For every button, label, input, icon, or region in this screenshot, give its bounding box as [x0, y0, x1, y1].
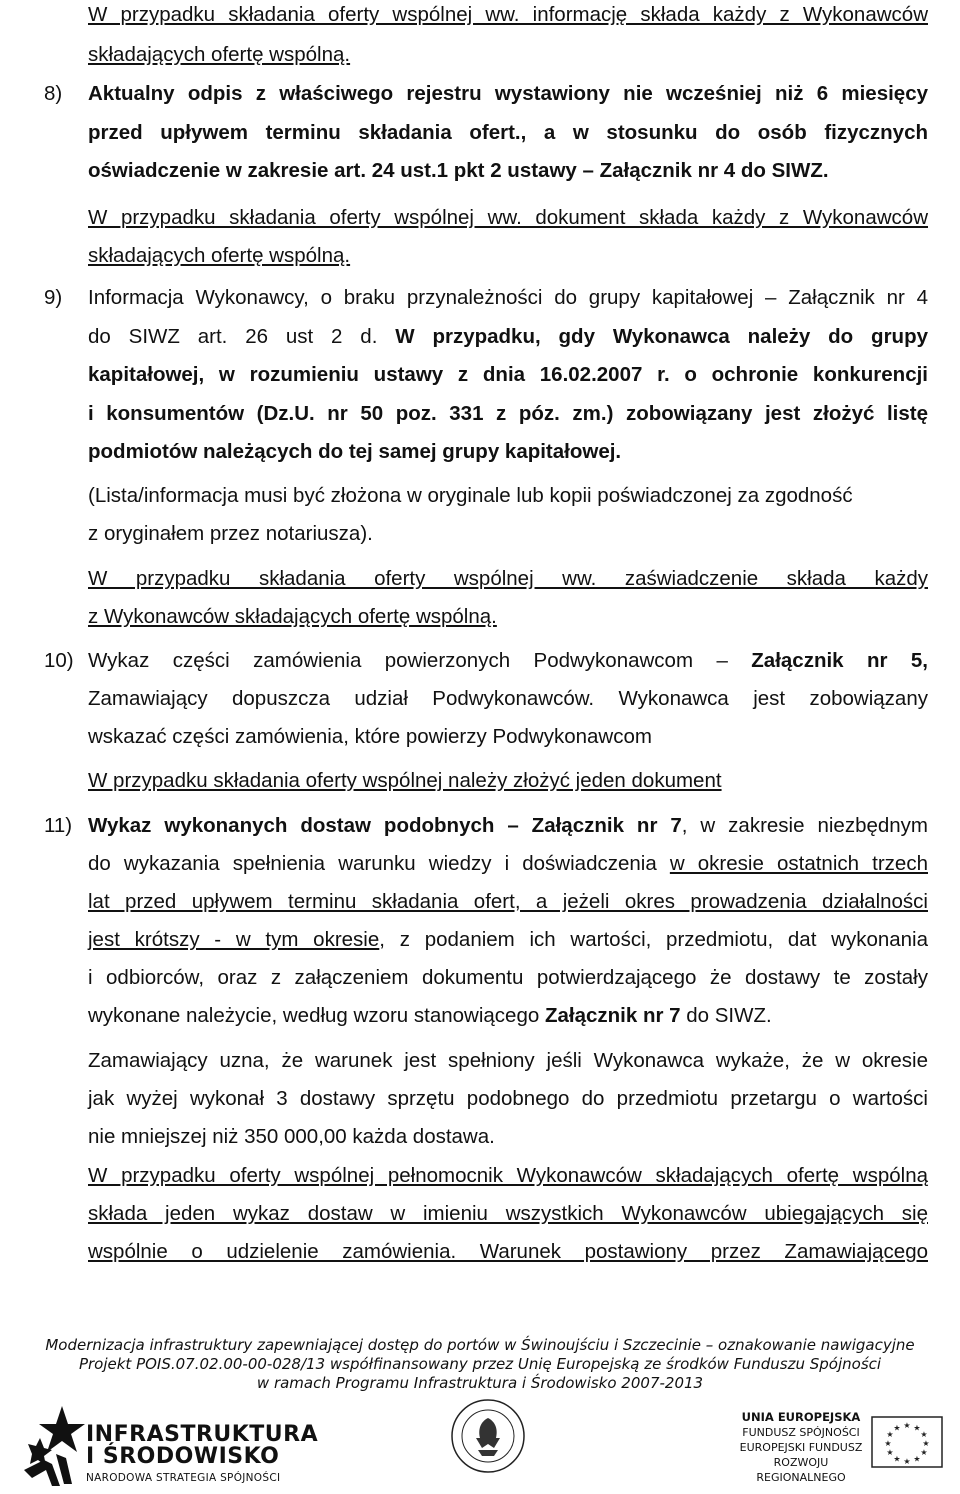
- item-9-line-8: W przypadku składania oferty wspólnej ww. zaświadczenie składa każdy: [88, 567, 928, 590]
- logo-right-line-4: ROZWOJU REGIONALNEGO: [756, 1456, 846, 1484]
- svg-text:★: ★: [903, 1421, 911, 1430]
- logo-left-line-1: INFRASTRUKTURA: [86, 1422, 319, 1447]
- item-9-line-2: do SIWZ art. 26 ust 2 d. W przypadku, gdy Wykonawca należy do grupy: [88, 325, 929, 348]
- svg-text:★: ★: [922, 1439, 930, 1448]
- item-11-line-3: lat przed upływem terminu składania ofert, a jeżeli okres prowadzenia działalności: [88, 890, 928, 913]
- item-9-line-6: (Lista/informacja musi być złożona w oryginale lub kopii poświadczonej za zgodność: [88, 484, 853, 507]
- item-11-line-7: Zamawiający uzna, że warunek jest spełniony jeśli Wykonawca wykaże, że w okresie: [88, 1049, 928, 1072]
- footer-logos: [0, 1398, 960, 1494]
- item-8-line-5: składających ofertę wspólną.: [88, 244, 351, 267]
- logo-right-line-3: EUROPEJSKI FUNDUSZ: [739, 1441, 863, 1454]
- svg-text:★: ★: [913, 1454, 921, 1464]
- eu-logo: [735, 1410, 945, 1490]
- item-11-line-5: i odbiorców, oraz z załączeniem dokumentu potwierdzającego że dostawy te zostały: [88, 966, 928, 989]
- item-11-line-4: jest krótszy - w tym okresie, z podaniem ich wartości, przedmiotu, dat wykonania: [88, 928, 929, 951]
- item-11-line-12: wspólnie o udzielenie zamówienia. Warunek postawiony przez Zamawiającego: [88, 1240, 928, 1263]
- svg-text:★: ★: [913, 1423, 921, 1433]
- svg-text:★: ★: [903, 1457, 911, 1466]
- item-11-line-6: wykonane należycie, według wzoru stanowiącego Załącznik nr 7 do SIWZ.: [88, 1004, 772, 1027]
- item-10-number: 10): [44, 649, 74, 672]
- item-8-line-2: przed upływem terminu składania ofert., a w stosunku do osób fizycznych: [88, 121, 928, 144]
- svg-text:★: ★: [884, 1439, 892, 1448]
- item-11-line-2: do wykazania spełnienia warunku wiedzy i doświadczenia w okresie ostatnich trzech: [88, 852, 928, 875]
- footer-line-1: Modernizacja infrastruktury zapewniającej dostęp do portów w Świnoujściu i Szczecinie – oznakowanie nawigacyjne: [45, 1336, 915, 1354]
- item-11-number: 11): [44, 814, 73, 837]
- svg-text:★: ★: [886, 1448, 894, 1457]
- logo-left-line-3: NARODOWA STRATEGIA SPÓJNOŚCI: [86, 1472, 281, 1484]
- item-9-line-4: i konsumentów (Dz.U. nr 50 poz. 331 z póz. zm.) zobowiązany jest złożyć listę: [88, 402, 928, 425]
- footer-line-3: w ramach Programu Infrastruktura i Środowisko 2007-2013: [256, 1374, 704, 1392]
- item-10-line-3: wskazać części zamówienia, które powierzy Podwykonawcom: [88, 725, 652, 748]
- item-8-line-1: Aktualny odpis z właściwego rejestru wystawiony nie wcześniej niż 6 miesięcy: [88, 82, 928, 105]
- item-10-line-4: W przypadku składania oferty wspólnej należy złożyć jeden dokument: [88, 769, 722, 792]
- item-11-line-8: jak wyżej wykonał 3 dostawy sprzętu podobnego do przedmiotu przetargu o wartości: [88, 1087, 928, 1110]
- seal-emblem-icon: [450, 1398, 526, 1474]
- item-8-number: 8): [44, 82, 63, 105]
- item-9-number: 9): [44, 286, 63, 309]
- eu-flag-icon: [871, 1416, 943, 1468]
- p7-line-1: W przypadku składania oferty wspólnej ww. informację składa każdy z Wykonawców: [88, 3, 928, 26]
- maritime-office-seal: [450, 1398, 526, 1474]
- p7-line-2: składających ofertę wspólną.: [88, 43, 351, 66]
- star-figure-icon: [22, 1404, 86, 1488]
- logo-right-line-1: UNIA EUROPEJSKA: [741, 1410, 861, 1424]
- item-10-line-1: Wykaz części zamówienia powierzonych Podwykonawcom – Załącznik nr 5,: [88, 649, 928, 672]
- svg-text:★: ★: [920, 1448, 928, 1457]
- item-11-line-10: W przypadku oferty wspólnej pełnomocnik Wykonawców składających ofertę wspólną: [88, 1164, 928, 1187]
- item-9-line-9: z Wykonawców składających ofertę wspólną.: [88, 605, 497, 628]
- logo-right-line-2: FUNDUSZ SPÓJNOŚCI: [742, 1426, 860, 1439]
- item-11-line-1: Wykaz wykonanych dostaw podobnych – Załącznik nr 7, w zakresie niezbędnym: [88, 814, 928, 837]
- item-11-line-9: nie mniejszej niż 350 000,00 każda dostawa.: [88, 1125, 495, 1148]
- item-9-line-1: Informacja Wykonawcy, o braku przynależności do grupy kapitałowej – Załącznik nr 4: [88, 286, 928, 309]
- item-8-line-4: W przypadku składania oferty wspólnej ww. dokument składa każdy z Wykonawców: [88, 206, 928, 229]
- svg-text:★: ★: [893, 1423, 901, 1433]
- item-8-line-3: oświadczenie w zakresie art. 24 ust.1 pkt 2 ustawy – Załącznik nr 4 do SIWZ.: [88, 159, 829, 182]
- svg-text:★: ★: [893, 1454, 901, 1464]
- infrastruktura-logo: [22, 1404, 319, 1488]
- item-9-line-7: z oryginałem przez notariusza).: [88, 522, 373, 545]
- logo-left-line-2: I ŚRODOWISKO: [86, 1444, 280, 1469]
- svg-text:★: ★: [886, 1430, 894, 1439]
- footer-line-2: Projekt POIS.07.02.00-00-028/13 współfinansowany przez Unię Europejską ze środków Funduszu Spójności: [78, 1355, 882, 1373]
- item-9-line-3: kapitałowej, w rozumieniu ustawy z dnia 16.02.2007 r. o ochronie konkurencji: [88, 363, 928, 386]
- item-11-line-11: składa jeden wykaz dostaw w imieniu wszystkich Wykonawców ubiegających się: [88, 1202, 928, 1225]
- svg-text:★: ★: [920, 1430, 928, 1439]
- item-10-line-2: Zamawiający dopuszcza udział Podwykonawców. Wykonawca jest zobowiązany: [88, 687, 928, 710]
- item-9-line-5: podmiotów należących do tej samej grupy kapitałowej.: [88, 440, 622, 463]
